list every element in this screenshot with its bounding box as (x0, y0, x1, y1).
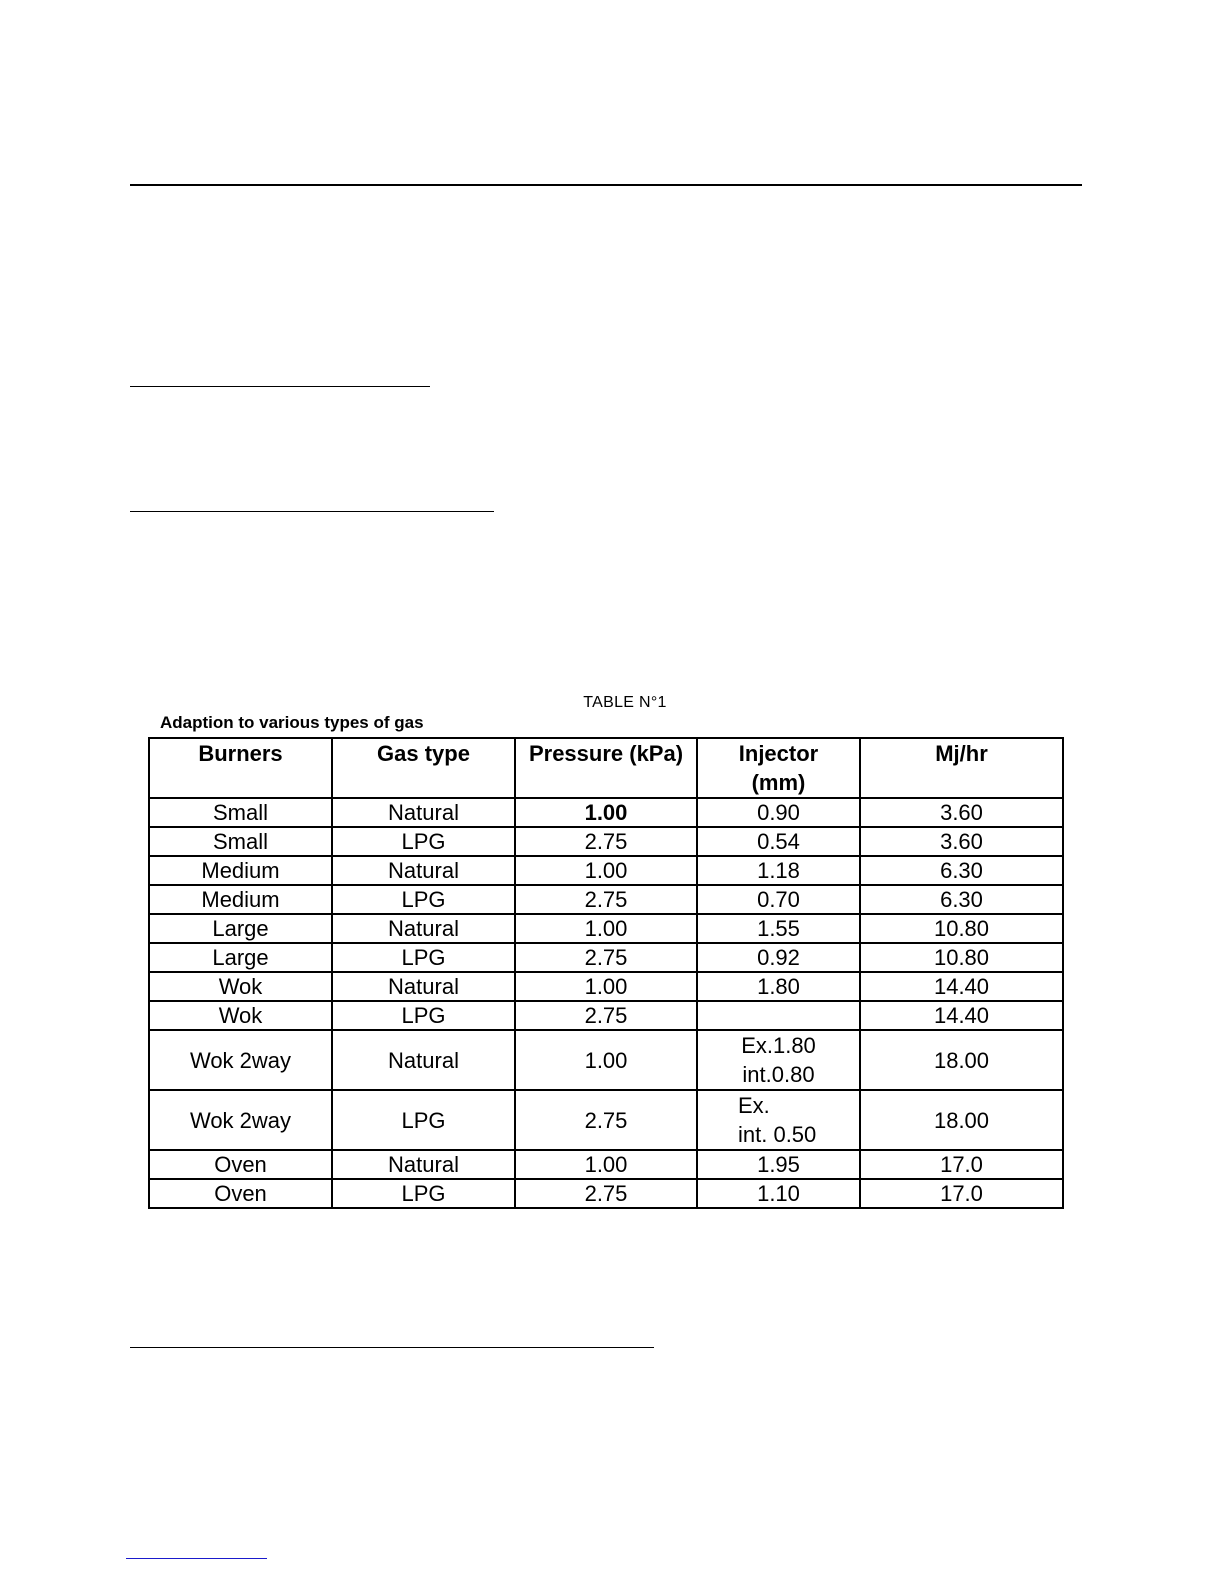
table-row (149, 943, 1063, 972)
cell-burner: Wok 2way (149, 1090, 332, 1150)
header-gas-type: Gas type (332, 738, 515, 798)
table-row (149, 1001, 1063, 1030)
cell-mj: 14.40 (860, 972, 1063, 1001)
cell-mj: 17.0 (860, 1150, 1063, 1179)
table-header-row (149, 738, 1063, 798)
cell-pressure: 2.75 (515, 1090, 697, 1150)
header-injector-line2: (mm) (751, 770, 806, 795)
table-row (149, 798, 1063, 827)
section-rule (130, 386, 430, 387)
table-row (149, 1150, 1063, 1179)
cell-injector (697, 1001, 860, 1030)
cell-injector: 0.90 (697, 798, 860, 827)
cell-injector: 1.95 (697, 1150, 860, 1179)
cell-mj: 18.00 (860, 1030, 1063, 1090)
cell-mj: 10.80 (860, 914, 1063, 943)
cell-mj: 10.80 (860, 943, 1063, 972)
cell-injector: 1.18 (697, 856, 860, 885)
table-row (149, 914, 1063, 943)
header-injector (697, 738, 860, 798)
cell-pressure: 2.75 (515, 1001, 697, 1030)
cell-mj: 6.30 (860, 885, 1063, 914)
cell-pressure: 1.00 (515, 1030, 697, 1090)
cell-gas: Natural (332, 972, 515, 1001)
table-row (149, 827, 1063, 856)
cell-pressure: 2.75 (515, 827, 697, 856)
cell-burner: Large (149, 914, 332, 943)
cell-mj: 3.60 (860, 827, 1063, 856)
cell-gas: Natural (332, 798, 515, 827)
cell-gas: LPG (332, 827, 515, 856)
table-row (149, 1030, 1063, 1090)
cell-pressure: 1.00 (515, 972, 697, 1001)
cell-burner: Oven (149, 1150, 332, 1179)
cell-mj: 18.00 (860, 1090, 1063, 1150)
cell-burner: Small (149, 798, 332, 827)
footer-link-rule (126, 1558, 267, 1559)
cell-injector: 0.70 (697, 885, 860, 914)
cell-pressure: 1.00 (515, 1150, 697, 1179)
cell-burner: Medium (149, 856, 332, 885)
table-row (149, 1179, 1063, 1208)
cell-burner: Wok (149, 1001, 332, 1030)
cell-burner: Wok 2way (149, 1030, 332, 1090)
table-title: TABLE N°1 (583, 694, 667, 711)
cell-injector-line2: int. 0.50 (738, 1122, 817, 1147)
cell-injector (697, 1030, 860, 1090)
cell-burner: Large (149, 943, 332, 972)
cell-burner: Wok (149, 972, 332, 1001)
cell-injector-line2: int.0.80 (742, 1062, 815, 1087)
section-rule (130, 1347, 654, 1348)
cell-gas: LPG (332, 943, 515, 972)
cell-pressure: 2.75 (515, 943, 697, 972)
cell-injector: 1.10 (697, 1179, 860, 1208)
table-row (149, 885, 1063, 914)
cell-mj: 3.60 (860, 798, 1063, 827)
table-row (149, 972, 1063, 1001)
cell-gas: Natural (332, 1030, 515, 1090)
header-pressure: Pressure (kPa) (515, 738, 697, 798)
cell-burner: Medium (149, 885, 332, 914)
table-caption: Adaption to various types of gas (160, 713, 424, 732)
cell-gas: Natural (332, 1150, 515, 1179)
cell-gas: LPG (332, 1001, 515, 1030)
header-mjhr: Mj/hr (860, 738, 1063, 798)
cell-mj: 6.30 (860, 856, 1063, 885)
cell-injector-line1: Ex.1.80 (741, 1033, 816, 1058)
cell-injector-line1: Ex. (738, 1093, 770, 1118)
cell-burner: Oven (149, 1179, 332, 1208)
cell-injector: 1.55 (697, 914, 860, 943)
cell-pressure: 1.00 (515, 914, 697, 943)
cell-burner: Small (149, 827, 332, 856)
cell-pressure: 2.75 (515, 1179, 697, 1208)
cell-injector: 0.54 (697, 827, 860, 856)
cell-pressure: 2.75 (515, 885, 697, 914)
table-row (149, 1090, 1063, 1150)
cell-gas: Natural (332, 914, 515, 943)
cell-injector: 0.92 (697, 943, 860, 972)
cell-gas: LPG (332, 1179, 515, 1208)
header-injector-line1: Injector (738, 741, 819, 766)
cell-pressure: 1.00 (515, 856, 697, 885)
cell-injector (697, 1090, 860, 1150)
header-burners: Burners (149, 738, 332, 798)
cell-mj: 14.40 (860, 1001, 1063, 1030)
header-rule (130, 184, 1082, 186)
cell-pressure: 1.00 (515, 798, 697, 827)
cell-injector: 1.80 (697, 972, 860, 1001)
gas-adaption-table (148, 737, 1064, 1209)
cell-gas: Natural (332, 856, 515, 885)
table-row (149, 856, 1063, 885)
cell-gas: LPG (332, 1090, 515, 1150)
cell-mj: 17.0 (860, 1179, 1063, 1208)
section-rule (130, 511, 494, 512)
cell-gas: LPG (332, 885, 515, 914)
